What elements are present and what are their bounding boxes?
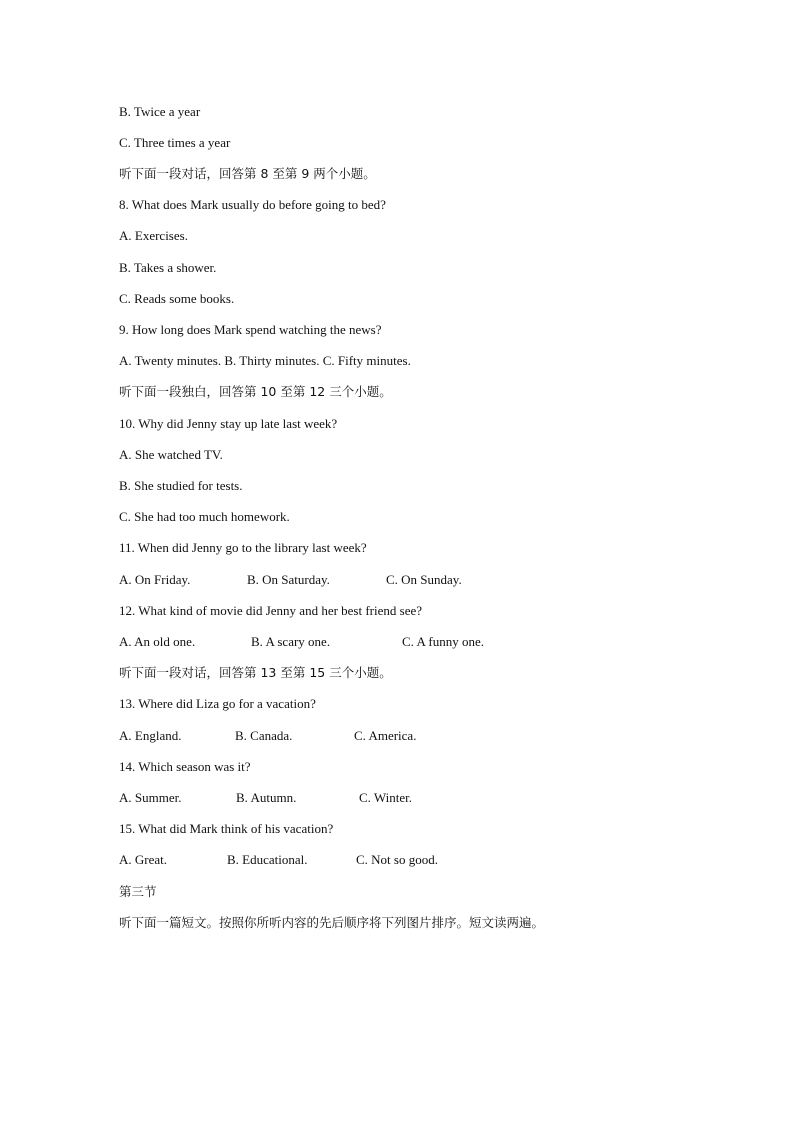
q13-option-b: B. Canada. bbox=[235, 728, 293, 743]
q12-option-b: B. A scary one. bbox=[251, 634, 331, 649]
q14-option-b: B. Autumn. bbox=[236, 790, 297, 805]
question-12: 12. What kind of movie did Jenny and her best friend see? bbox=[119, 603, 423, 618]
q10-option-b: B. She studied for tests. bbox=[119, 478, 243, 493]
question-14: 14. Which season was it? bbox=[119, 759, 251, 774]
q13-option-a: A. England. bbox=[119, 728, 182, 743]
q8-option-c: C. Reads some books. bbox=[119, 291, 235, 306]
q14-option-a: A. Summer. bbox=[119, 790, 182, 805]
section-instruction-q10-12: 听下面一段独白，回答第 10 至第 12 三个小题。 bbox=[119, 384, 392, 399]
q12-option-c: C. A funny one. bbox=[402, 634, 484, 649]
question-10: 10. Why did Jenny stay up late last week? bbox=[119, 416, 338, 431]
q11-option-b: B. On Saturday. bbox=[247, 572, 330, 587]
q12-options bbox=[119, 634, 719, 650]
q11-option-a: A. On Friday. bbox=[119, 572, 191, 587]
section-3-heading: 第三节 bbox=[119, 884, 157, 899]
section-instruction-q13-15: 听下面一段对话，回答第 13 至第 15 三个小题。 bbox=[119, 665, 392, 680]
q13-option-c: C. America. bbox=[354, 728, 417, 743]
section-instruction-q8-9: 听下面一段对话，回答第 8 至第 9 两个小题。 bbox=[119, 166, 376, 181]
q15-options bbox=[119, 852, 719, 868]
section-3-instruction: 听下面一篇短文。按照你所听内容的先后顺序将下列图片排序。短文读两遍。 bbox=[119, 915, 545, 930]
q12-option-a: A. An old one. bbox=[119, 634, 196, 649]
q13-options bbox=[119, 728, 719, 744]
question-8: 8. What does Mark usually do before going to bed? bbox=[119, 197, 386, 212]
q15-option-b: B. Educational. bbox=[227, 852, 308, 867]
q7-option-c: C. Three times a year bbox=[119, 135, 231, 150]
q11-option-c: C. On Sunday. bbox=[386, 572, 462, 587]
q11-options bbox=[119, 572, 719, 588]
q8-option-a: A. Exercises. bbox=[119, 228, 188, 243]
q9-options: A. Twenty minutes. B. Thirty minutes. C. Fifty minutes. bbox=[119, 353, 411, 368]
q8-option-b: B. Takes a shower. bbox=[119, 260, 217, 275]
question-15: 15. What did Mark think of his vacation? bbox=[119, 821, 334, 836]
q14-option-c: C. Winter. bbox=[359, 790, 413, 805]
q15-option-c: C. Not so good. bbox=[356, 852, 438, 867]
q15-option-a: A. Great. bbox=[119, 852, 168, 867]
q10-option-a: A. She watched TV. bbox=[119, 447, 223, 462]
q7-option-b: B. Twice a year bbox=[119, 104, 201, 119]
question-11: 11. When did Jenny go to the library last week? bbox=[119, 540, 367, 555]
question-13: 13. Where did Liza go for a vacation? bbox=[119, 696, 316, 711]
q10-option-c: C. She had too much homework. bbox=[119, 509, 290, 524]
q14-options bbox=[119, 790, 719, 806]
question-9: 9. How long does Mark spend watching the news? bbox=[119, 322, 382, 337]
